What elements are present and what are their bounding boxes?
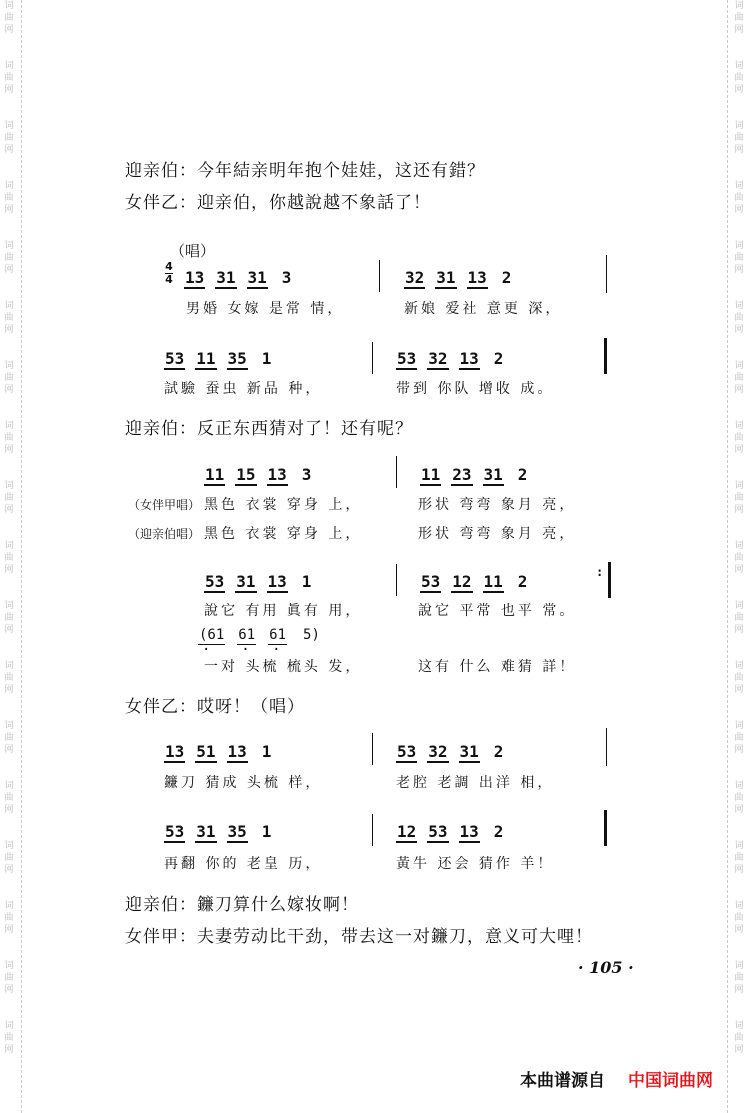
watermark-text: 词 曲 网 bbox=[4, 361, 14, 395]
note-group: 31 bbox=[483, 465, 503, 484]
notation-measure bbox=[204, 572, 311, 593]
time-signature bbox=[164, 262, 174, 285]
note-group: (61 · bbox=[198, 626, 225, 645]
note-group: 53 bbox=[421, 572, 441, 591]
note-group: 53 bbox=[165, 822, 185, 841]
note-group: 11 bbox=[421, 465, 441, 484]
bar-line-end bbox=[604, 338, 607, 374]
watermark-text: 词 曲 网 bbox=[734, 841, 744, 875]
lyric-line: 鐮刀 猜成 头梳 样， bbox=[164, 775, 323, 791]
note: 1 bbox=[301, 572, 312, 591]
dialog-line-2: 女伴乙：迎亲伯，你越說越不象話了！ bbox=[125, 193, 431, 213]
note-group: 13 bbox=[467, 268, 487, 287]
note: 2 bbox=[501, 268, 512, 287]
watermark-text: 词 曲 网 bbox=[734, 1, 744, 35]
note-group: 35 bbox=[227, 822, 247, 841]
note: 3 bbox=[281, 268, 292, 287]
notation-measure bbox=[404, 268, 511, 289]
note-group: 32 bbox=[428, 742, 448, 761]
watermark-text: 词 曲 网 bbox=[4, 781, 14, 815]
watermark-text: 词 曲 网 bbox=[4, 181, 14, 215]
note-group: 11 bbox=[205, 465, 225, 484]
notation-measure bbox=[396, 742, 503, 763]
note-group: 51 bbox=[196, 742, 216, 761]
watermark-text: 词 曲 网 bbox=[4, 721, 14, 755]
lyric-line: 說它 有用 眞有 用， bbox=[204, 603, 363, 619]
note-group: 53 bbox=[205, 572, 225, 591]
note-group: 31 bbox=[247, 268, 267, 287]
note-group: 13 bbox=[267, 572, 287, 591]
notation-measure bbox=[396, 822, 503, 843]
watermark-text: 词 曲 网 bbox=[734, 421, 744, 455]
notation-measure bbox=[164, 349, 271, 370]
watermark-text: 词 曲 网 bbox=[734, 1021, 744, 1055]
note-group: 31 bbox=[436, 268, 456, 287]
watermark-text: 词 曲 网 bbox=[4, 901, 14, 935]
margin-line-right bbox=[727, 0, 728, 1113]
watermark-right bbox=[731, 0, 747, 1080]
lyric-line: 新娘 爱社 意更 深， bbox=[404, 301, 563, 317]
note-group: 35 bbox=[227, 349, 247, 368]
lyric-line: 黑色 衣裳 穿身 上， bbox=[204, 497, 363, 513]
watermark-text: 词 曲 网 bbox=[734, 301, 744, 335]
repeat-dots: : bbox=[596, 565, 604, 579]
note-group: 11 bbox=[196, 349, 216, 368]
watermark-text: 词 曲 网 bbox=[734, 541, 744, 575]
dialog-line-1: 迎亲伯：今年結亲明年抱个娃娃，这还有錯？ bbox=[125, 161, 485, 181]
note-group: 13 bbox=[227, 742, 247, 761]
watermark-text: 词 曲 网 bbox=[734, 241, 744, 275]
lyric-line: 說它 平常 也平 常。 bbox=[418, 603, 577, 619]
watermark-text: 词 曲 网 bbox=[4, 241, 14, 275]
bar-line bbox=[396, 564, 397, 596]
note-group: 53 bbox=[397, 742, 417, 761]
lyric-line: 形状 弯弯 象月 亮， bbox=[418, 526, 577, 542]
lyric-line: 形状 弯弯 象月 亮， bbox=[418, 497, 577, 513]
note-group: 31 bbox=[236, 572, 256, 591]
dialog-line-3: 迎亲伯：反正东西猜对了！还有呢？ bbox=[125, 419, 413, 439]
dialog-line-5: 迎亲伯：鐮刀算什么嫁妆啊！ bbox=[125, 895, 359, 915]
time-signature-bottom: 4 bbox=[165, 273, 173, 286]
watermark-text: 词 曲 网 bbox=[734, 781, 744, 815]
alt-notation bbox=[198, 626, 320, 645]
note-group: 13 bbox=[459, 349, 479, 368]
note: 2 bbox=[493, 822, 504, 841]
watermark-text: 词 曲 网 bbox=[734, 361, 744, 395]
lyric-line: 这有 什么 难猜 詳！ bbox=[418, 659, 577, 675]
notation-measure bbox=[420, 465, 527, 486]
note-group: 23 bbox=[452, 465, 472, 484]
bar-line bbox=[606, 255, 607, 293]
note-group: 13 bbox=[185, 268, 205, 287]
watermark-text: 词 曲 网 bbox=[4, 601, 14, 635]
watermark-text: 词 曲 网 bbox=[734, 481, 744, 515]
bar-line bbox=[396, 456, 397, 488]
bar-line bbox=[606, 728, 607, 766]
watermark-text: 词 曲 网 bbox=[734, 661, 744, 695]
bar-line bbox=[372, 814, 373, 846]
watermark-text: 词 曲 网 bbox=[4, 1021, 14, 1055]
watermark-text: 词 曲 网 bbox=[734, 61, 744, 95]
lyric-line: 黃牛 还会 猜作 羊！ bbox=[396, 856, 555, 872]
time-signature-top: 4 bbox=[165, 260, 173, 273]
note-group: 11 bbox=[483, 572, 503, 591]
lyric-line: 黑色 衣裳 穿身 上， bbox=[204, 526, 363, 542]
watermark-text: 词 曲 网 bbox=[734, 181, 744, 215]
note: 1 bbox=[261, 742, 272, 761]
watermark-text: 词 曲 网 bbox=[734, 901, 744, 935]
watermark-text: 词 曲 网 bbox=[734, 721, 744, 755]
note: 5) bbox=[303, 627, 320, 643]
note: 2 bbox=[493, 742, 504, 761]
watermark-text: 词 曲 网 bbox=[4, 421, 14, 455]
notation-measure bbox=[164, 822, 271, 843]
bar-line bbox=[372, 342, 373, 374]
note-group: 31 bbox=[459, 742, 479, 761]
note: 3 bbox=[301, 465, 312, 484]
notation-measure bbox=[420, 572, 527, 593]
bar-line-end bbox=[604, 810, 607, 846]
watermark-text: 词 曲 网 bbox=[4, 961, 14, 995]
note-group: 31 bbox=[216, 268, 236, 287]
lyric-line: 带到 你队 增收 成。 bbox=[396, 381, 555, 397]
note-group: 15 bbox=[236, 465, 256, 484]
role-tag-bride-uncle: （迎亲伯唱） bbox=[128, 527, 201, 541]
watermark-text: 词 曲 网 bbox=[4, 301, 14, 335]
dialog-line-6: 女伴甲：夫妻劳动比干劲，带去这一对鐮刀，意义可大哩！ bbox=[125, 927, 593, 947]
note-group: 12 bbox=[452, 572, 472, 591]
lyric-line: 試驗 蚕虫 新品 种， bbox=[164, 381, 323, 397]
note-group: 61 · bbox=[237, 626, 256, 645]
bar-line-repeat bbox=[608, 562, 611, 598]
note-group: 53 bbox=[165, 349, 185, 368]
note-group: 53 bbox=[397, 349, 417, 368]
note: 1 bbox=[261, 822, 272, 841]
watermark-text: 词 曲 网 bbox=[734, 961, 744, 995]
watermark-text: 词 曲 网 bbox=[4, 481, 14, 515]
note-group: 61 · bbox=[268, 626, 287, 645]
note: 2 bbox=[493, 349, 504, 368]
footer-site-link[interactable]: 中国词曲网 bbox=[628, 1071, 713, 1091]
sing-label: （唱） bbox=[170, 242, 216, 260]
note-group: 32 bbox=[405, 268, 425, 287]
footer-source: 本曲谱源自 bbox=[520, 1071, 605, 1091]
notation-measure bbox=[396, 349, 503, 370]
watermark-text: 词 曲 网 bbox=[734, 121, 744, 155]
watermark-text: 词 曲 网 bbox=[4, 121, 14, 155]
note: 2 bbox=[517, 572, 528, 591]
note-group: 13 bbox=[459, 822, 479, 841]
lyric-line: 再翻 你的 老皇 历， bbox=[164, 856, 323, 872]
notation-measure bbox=[204, 465, 311, 486]
note-group: 53 bbox=[428, 822, 448, 841]
watermark-text: 词 曲 网 bbox=[4, 841, 14, 875]
note-group: 13 bbox=[267, 465, 287, 484]
margin-line-left bbox=[21, 0, 22, 1113]
note: 1 bbox=[261, 349, 272, 368]
bar-line bbox=[379, 260, 380, 292]
bar-line bbox=[372, 733, 373, 765]
watermark-text: 词 曲 网 bbox=[4, 661, 14, 695]
lyric-line: 老腔 老調 出洋 相， bbox=[396, 775, 555, 791]
page-number: · 105 · bbox=[578, 958, 634, 977]
watermark-text: 词 曲 网 bbox=[734, 601, 744, 635]
notation-measure bbox=[184, 268, 291, 289]
dialog-line-4: 女伴乙：哎呀！（唱） bbox=[125, 697, 305, 717]
watermark-text: 词 曲 网 bbox=[4, 61, 14, 95]
note-group: 12 bbox=[397, 822, 417, 841]
note: 2 bbox=[517, 465, 528, 484]
lyric-line: 男婚 女嫁 是常 情， bbox=[186, 301, 345, 317]
notation-measure bbox=[164, 742, 271, 763]
watermark-left bbox=[1, 0, 17, 1080]
note-group: 31 bbox=[196, 822, 216, 841]
note-group: 32 bbox=[428, 349, 448, 368]
role-tag-female-a: （女伴甲唱） bbox=[128, 498, 201, 512]
note-group: 13 bbox=[165, 742, 185, 761]
watermark-text: 词 曲 网 bbox=[4, 1, 14, 35]
lyric-line: 一对 头梳 梳头 发， bbox=[204, 659, 363, 675]
watermark-text: 词 曲 网 bbox=[4, 541, 14, 575]
